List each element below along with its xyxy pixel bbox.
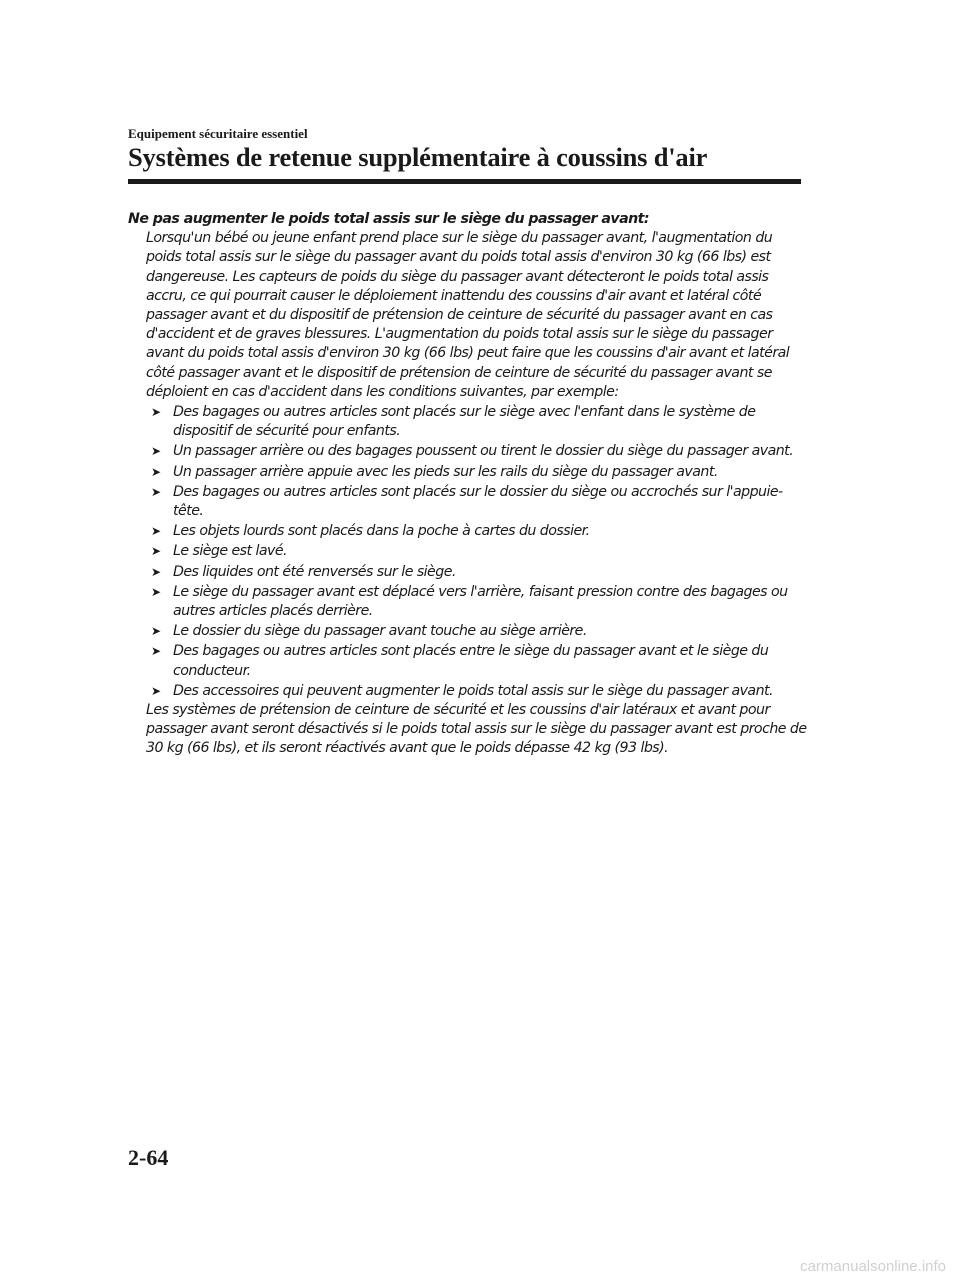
arrowhead-bullet-icon: ➤ [151, 564, 162, 579]
arrowhead-bullet-icon: ➤ [151, 624, 162, 639]
condition-text: Les objets lourds sont placés dans la poche à cartes du dossier. [173, 523, 590, 540]
arrowhead-bullet-icon: ➤ [151, 405, 162, 420]
arrowhead-bullet-icon: ➤ [151, 644, 162, 659]
condition-list-item [146, 642, 808, 680]
arrowhead-bullet-icon: ➤ [151, 464, 162, 479]
title-divider [128, 179, 801, 184]
condition-list-item [146, 563, 808, 582]
arrowhead-bullet-icon: ➤ [151, 444, 162, 459]
condition-list-item [146, 542, 808, 561]
condition-text: Un passager arrière ou des bagages poussent ou tirent le dossier du siège du passager avant. [173, 443, 794, 460]
condition-list-item [146, 522, 808, 541]
warning-intro: Lorsqu'un bébé ou jeune enfant prend place sur le siège du passager avant, l'augmentation du poids total assis sur le siège du passager avant du poids total assis d'environ 30 kg (66 lbs) est dangereuse. Les capteurs de poids du siège du passager avant détecteront le poids total assis accru, ce qui pourrait causer le déploiement inattendu des coussins d'air avant et latéral côté passager avant et du dispositif de prétension de ceinture de sécurité du passager avant en cas d'accident et de graves blessures. L'augmentation du poids total assis sur le siège du passager avant du poids total assis d'environ 30 kg (66 lbs) peut faire que les coussins d'air avant et latéral côté passager avant et le dispositif de prétension de ceinture de sécurité du passager avant se déploient en cas d'accident dans les conditions suivantes, par exemple: [146, 230, 790, 400]
arrowhead-bullet-icon: ➤ [151, 524, 162, 539]
condition-text: Des accessoires qui peuvent augmenter le poids total assis sur le siège du passager avant. [173, 682, 773, 699]
condition-text: Des bagages ou autres articles sont placés entre le siège du passager avant et le siège du conducteur. [173, 643, 769, 679]
condition-list [146, 403, 808, 701]
condition-list-item [146, 583, 808, 621]
condition-text: Des bagages ou autres articles sont placés sur le dossier du siège ou accrochés sur l'appuie-tête. [173, 483, 783, 520]
condition-text: Le siège du passager avant est déplacé vers l'arrière, faisant pression contre des bagages ou autres articles placés derrière. [173, 583, 788, 620]
condition-list-item [146, 483, 808, 521]
page-title: Systèmes de retenue supplémentaire à coussins d'air [128, 142, 708, 172]
condition-text: Un passager arrière appuie avec les pieds sur les rails du siège du passager avant. [173, 463, 718, 480]
warning-block [128, 210, 808, 759]
condition-text: Des liquides ont été renversés sur le siège. [173, 563, 456, 580]
arrowhead-bullet-icon: ➤ [151, 544, 162, 559]
condition-list-item [146, 682, 808, 701]
condition-list-item [146, 442, 808, 461]
watermark: carmanualsonline.info [800, 1258, 946, 1275]
warning-heading: Ne pas augmenter le poids total assis sur le siège du passager avant: [128, 211, 650, 227]
arrowhead-bullet-icon: ➤ [151, 683, 162, 698]
condition-text: Le dossier du siège du passager avant touche au siège arrière. [173, 623, 587, 640]
arrowhead-bullet-icon: ➤ [151, 584, 162, 599]
condition-text: Des bagages ou autres articles sont placés sur le siège avec l'enfant dans le système de dispositif de sécurité pour enfants. [173, 404, 756, 440]
condition-list-item [146, 463, 808, 482]
warning-conclusion: Les systèmes de prétension de ceinture de sécurité et les coussins d'air latéraux et avant pour passager avant seront désactivés si le poids total assis sur le siège du passager avant est proche de 30 kg (66 lbs), et ils seront réactivés avant que le poids dépasse 42 kg (93 lbs). [146, 702, 807, 757]
section-label: Equipement sécuritaire essentiel [128, 126, 308, 141]
page-number: 2-64 [128, 1145, 169, 1170]
arrowhead-bullet-icon: ➤ [151, 484, 162, 499]
condition-text: Le siège est lavé. [173, 543, 288, 560]
condition-list-item [146, 403, 808, 441]
condition-list-item [146, 622, 808, 641]
